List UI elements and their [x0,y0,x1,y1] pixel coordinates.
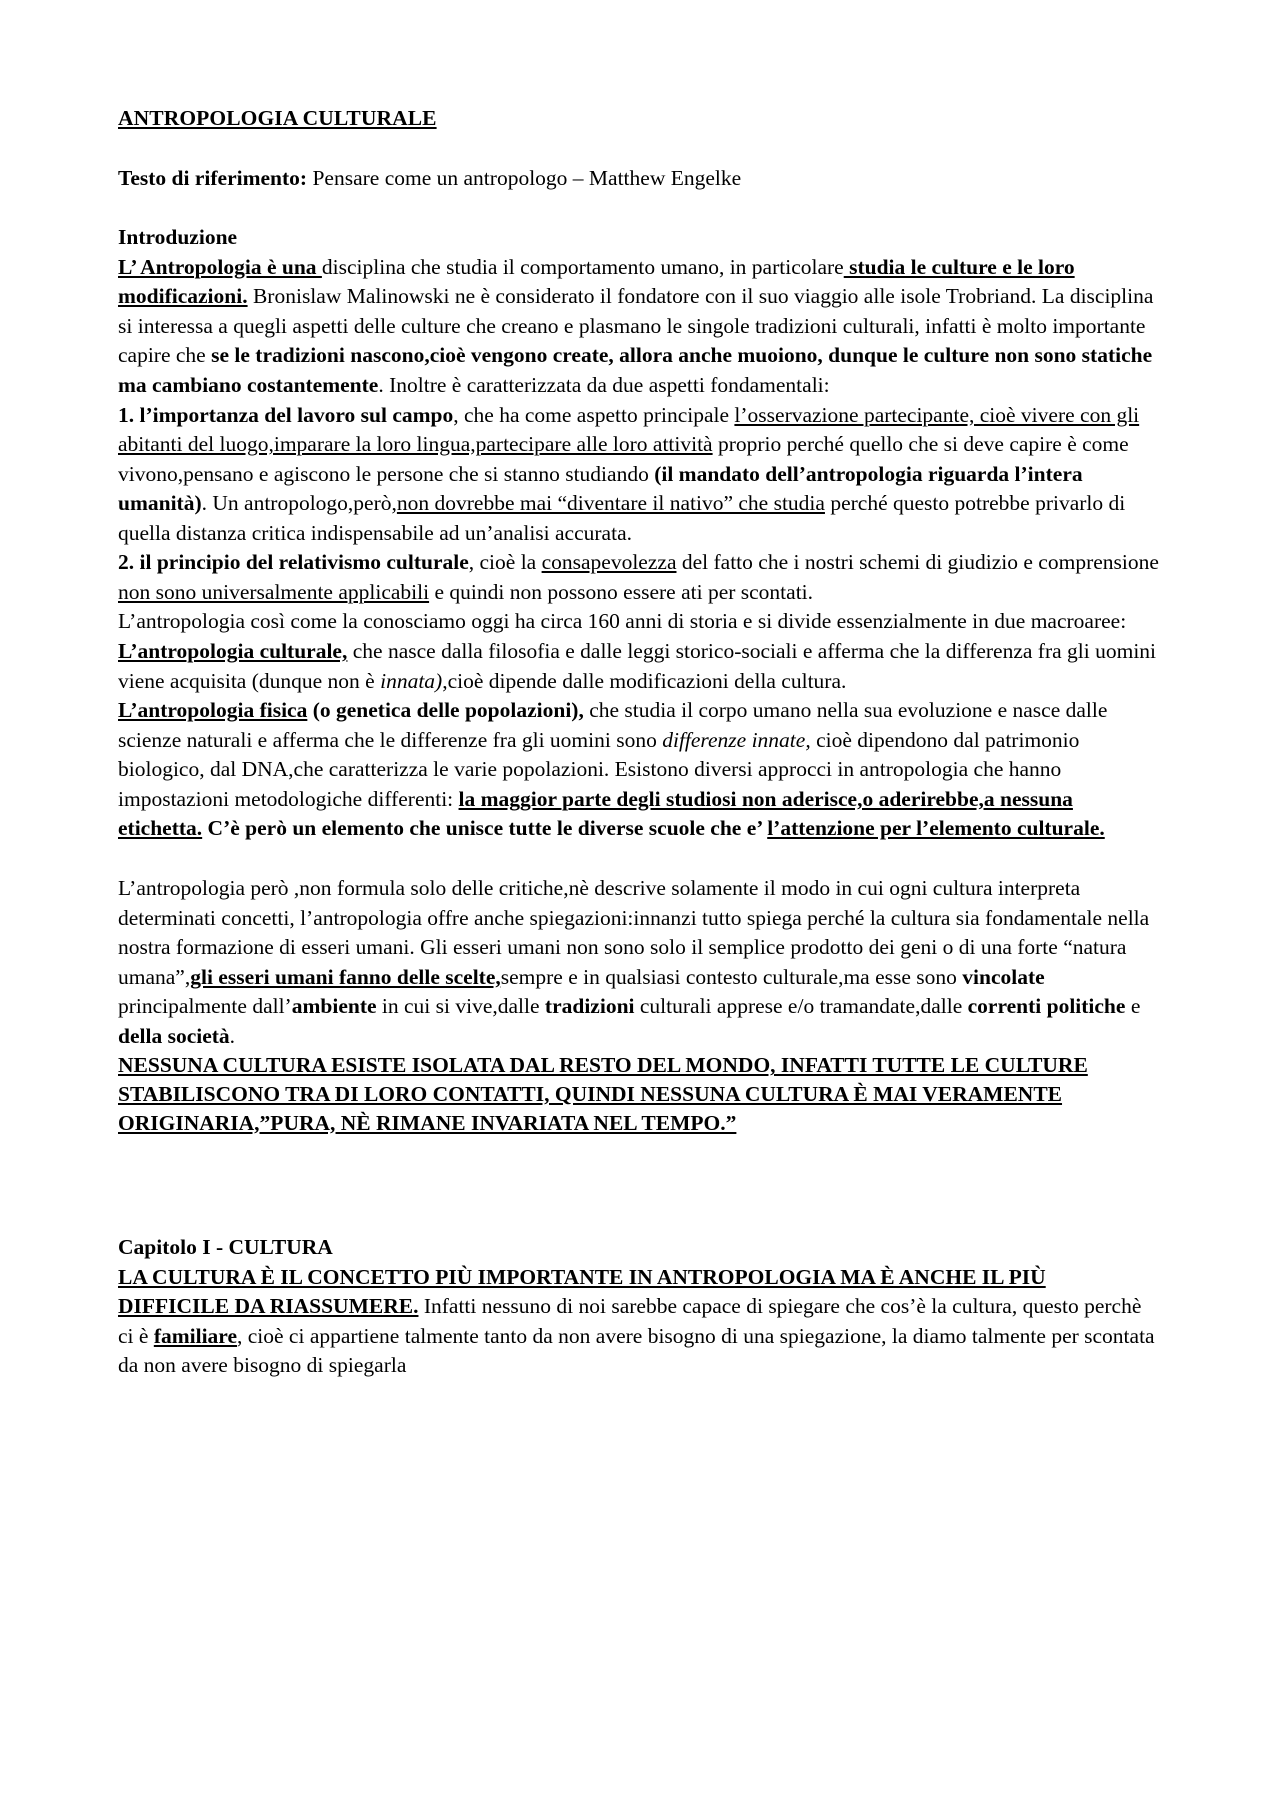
intro-p3-b: , cioè la [468,550,542,575]
chapter-body-c: , cioè ci appartiene talmente tanto da non avere bisogno di una spiegazione, la diamo talmente per scontata da non avere bisogno di spiegarla [118,1323,1155,1378]
chapter-heading-text: Capitolo I - CULTURA [118,1235,333,1260]
intro-p2-c: l’osservazione partecipante, cioè vivere con gli abitanti del luogo,imparare la loro lingua,partecipare alle loro attività [118,402,1140,457]
sec-p1-f: ambiente [291,994,377,1019]
intro-p1-c: studia le culture e le loro modificazioni. [118,254,1075,309]
intro-p3-f: e quindi non possono essere ati per scontati. [429,579,814,604]
reference-label: Testo di riferimento: [118,165,308,190]
sec-p1-h: tradizioni [544,994,635,1019]
reference-value: Pensare come un antropologo – Matthew Engelke [307,165,742,190]
intro-p1-b: disciplina che studia il comportamento umano, in particolare [321,254,844,279]
sec-p1-m: . [229,1023,236,1048]
intro-heading [118,223,1162,253]
sec-p1-i: culturali apprese e/o tramandate,dalle [634,994,968,1019]
sec-p1-b: gli esseri umani fanno delle scelte, [190,964,501,989]
sec-p1-e: principalmente dall’ [118,994,292,1019]
sec-p1-j: correnti politiche [967,994,1126,1019]
intro-paragraph-3 [118,548,1162,607]
intro-paragraph-5 [118,637,1162,696]
intro-p6-c: che studia il corpo umano nella sua evoluzione e nasce dalle scienze naturali e afferma che le differenze fra gli uomini sono [118,698,1108,752]
second-section-paragraph [118,874,1162,1051]
intro-p2-f: . Un antropologo,però, [201,491,397,516]
sec-p1-l: della società [118,1023,230,1048]
intro-p3-d: del fatto che i nostri schemi di giudizio e comprensione [676,550,1159,575]
chapter-heading [118,1233,1162,1263]
intro-paragraph-1 [118,253,1162,401]
intro-p6-g: C’è però un elemento che unisce tutte le diverse scuole che e’ [202,816,768,841]
intro-p6-e: cioè dipendono dal patrimonio biologico, dal DNA,che caratterizza le varie popolazioni. Esistono diversi approcci in antropologia che hanno impostazioni metodologiche differenti: [118,727,1080,811]
intro-p5-d: ,cioè dipende dalle modificazioni della cultura. [442,668,847,693]
sec-p1-a: L’antropologia però ,non formula solo delle critiche,nè descrive solamente il modo in cui ogni cultura interpreta determinati concetti, l’antropologia offre anche spiegazioni:innanzi tutto spiega perché la cultura sia fondamentale nella nostra formazione di esseri umani. Gli esseri umani non sono solo il semplice prodotto dei geni o di una forte “natura umana”, [118,875,1150,989]
document-title: ANTROPOLOGIA CULTURALE [118,106,437,130]
spacer [118,844,1162,874]
sec-p1-d: vincolate [962,964,1045,989]
reference-line [118,164,1162,194]
intro-p1-f: . Inoltre è caratterizzata da due aspetti fondamentali: [378,372,830,397]
intro-p6-h: l’attenzione per l’elemento culturale. [767,816,1105,841]
intro-p3-c: consapevolezza [541,550,677,575]
intro-p3-e: non sono universalmente applicabili [118,579,430,604]
sec-p1-g: in cui si vive,dalle [376,994,545,1019]
chapter-body-a: Infatti nessuno di noi sarebbe capace di spiegare che cos’è la cultura, questo perchè ci è [118,1294,1142,1348]
intro-paragraph-4: L’antropologia così come la conosciamo oggi ha circa 160 anni di storia e si divide essenzialmente in due macroaree: [118,609,1127,634]
spacer [118,1137,1162,1233]
intro-p1-a: L’ Antropologia è una [118,254,322,279]
intro-p3-a: 2. il principio del relativismo culturale [118,550,469,575]
document-body [118,104,1162,1381]
intro-paragraph-6 [118,696,1162,844]
intro-p5-a: L’antropologia culturale, [118,639,348,663]
intro-p6-d: differenze innate, [662,727,811,752]
intro-p1-e: se le tradizioni nascono,cioè vengono create, allora anche muoiono, dunque le culture non sono statiche ma cambiano costantemente [118,343,1153,397]
intro-p6-f: la maggior parte degli studiosi non aderisce,o aderirebbe,a nessuna etichetta. [118,786,1073,841]
intro-p2-g: non dovrebbe mai “diventare il nativo” che studia [396,491,825,516]
chapter-statement: LA CULTURA È IL CONCETTO PIÙ IMPORTANTE IN ANTROPOLOGIA MA È ANCHE IL PIÙ DIFFICILE DA RIASSUMERE. [118,1264,1046,1319]
intro-p2-a: 1. l’importanza del lavoro sul campo [118,402,454,427]
sec-p1-k: e [1125,994,1141,1019]
spacer [118,134,1162,164]
chapter-body-b: familiare [153,1323,237,1348]
intro-heading-text: Introduzione [118,225,238,250]
intro-p6-b: (o genetica delle popolazioni), [307,698,584,723]
intro-p5-c: innata) [380,668,443,693]
intro-p5-b: che nasce dalla filosofia e dalle leggi storico-sociali e afferma che la differenza fra gli uomini viene acquisita (dunque non è [118,639,1157,693]
second-section-statement: NESSUNA CULTURA ESISTE ISOLATA DAL RESTO DEL MONDO, INFATTI TUTTE LE CULTURE STABILISCONO TRA DI LORO CONTATTI, QUINDI NESSUNA CULTURA È MAI VERAMENTE ORIGINARIA,”PURA, NÈ RIMANE INVARIATA NEL TEMPO.” [118,1053,1088,1135]
intro-p2-h: perché questo potrebbe privarlo di quella distanza critica indispensabile ad un’analisi accurata. [118,491,1126,545]
intro-p2-b: , che ha come aspetto principale [453,402,735,427]
chapter-paragraph [118,1263,1162,1381]
intro-p1-d: Bronislaw Malinowski ne è considerato il fondatore con il suo viaggio alle isole Trobriand. La disciplina si interessa a quegli aspetti delle culture che creano e plasmano le singole tradizioni culturali, infatti è molto importante capire che [118,284,1154,368]
intro-p2-d: proprio perché quello che si deve capire è come vivono,pensano e agiscono le persone che si stanno studiando [118,432,1129,486]
intro-p2-e: (il mandato dell’antropologia riguarda l’intera umanità) [118,461,1083,516]
intro-paragraph-2 [118,401,1162,549]
sec-p1-c: sempre e in qualsiasi contesto culturale,ma esse sono [500,964,963,989]
spacer [118,193,1162,223]
intro-p6-a: L’antropologia fisica [118,698,308,723]
